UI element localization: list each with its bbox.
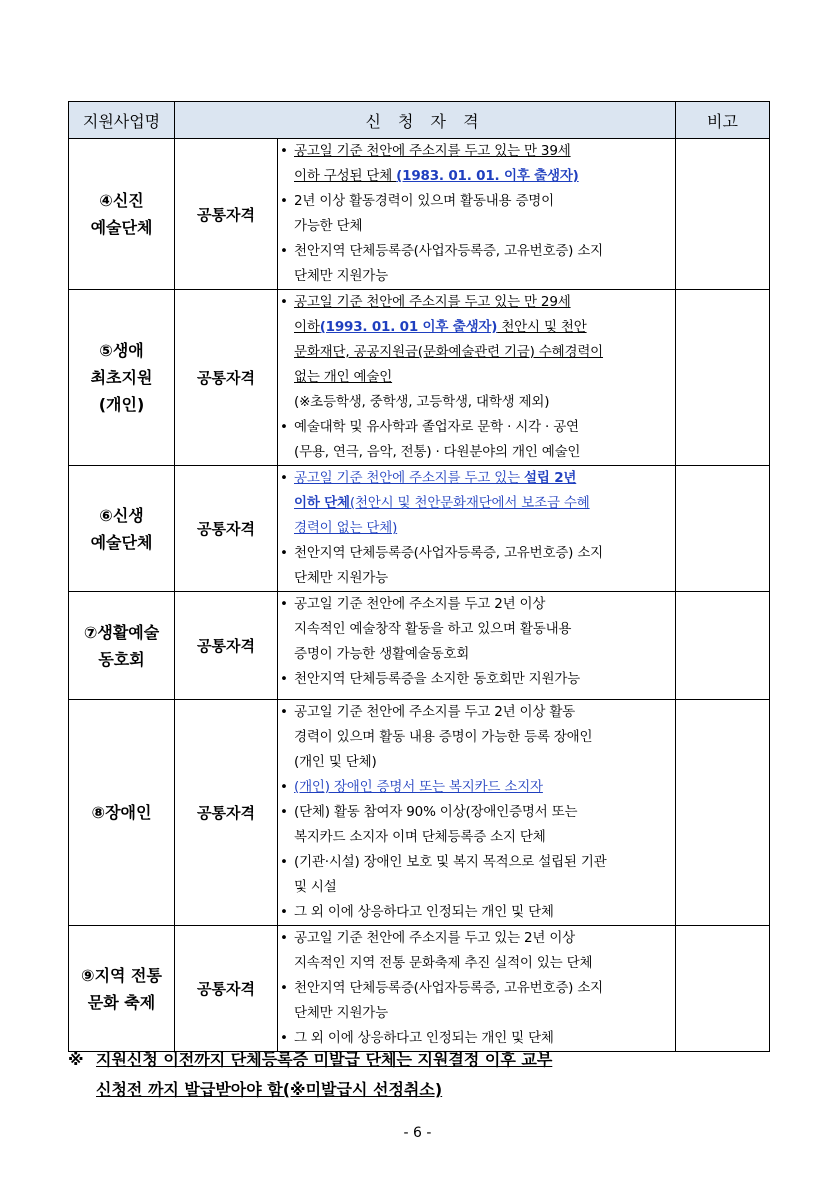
qualification-text: 단체만 지원가능 <box>294 268 388 284</box>
qualification-detail-cell <box>278 700 676 926</box>
notice-text-2: 신청전 까지 발급받아야 함(※미발급시 선정취소) <box>96 1080 443 1099</box>
program-name-line: 예술단체 <box>90 532 153 552</box>
qualification-line-continued <box>278 825 675 850</box>
qualification-text: 지속적인 예술창작 활동을 하고 있으며 활동내용 <box>294 621 572 637</box>
notice-mark: ※ <box>68 1050 84 1069</box>
qualification-text: (개인) 장애인 증명서 또는 복지카드 소지자 <box>294 779 543 795</box>
qualification-list <box>278 139 675 289</box>
qualification-bullet-item <box>278 850 675 875</box>
qualification-line-continued <box>278 642 675 667</box>
qualification-text: 그 외 이에 상응하다고 인정되는 개인 및 단체 <box>294 904 554 920</box>
qualification-type-cell: 공통자격 <box>175 466 278 592</box>
qualification-line-continued <box>278 516 675 541</box>
qualification-text: 천안지역 단체등록증(사업자등록증, 고유번호증) 소지 <box>294 545 604 561</box>
qualification-text: 공고일 기준 천안에 주소지를 두고 2년 이상 활동 <box>294 704 576 720</box>
program-name-cell <box>69 466 175 592</box>
qualification-line-continued <box>278 951 675 976</box>
qualification-text: 및 시설 <box>294 879 337 895</box>
program-name-cell <box>69 700 175 926</box>
qualification-bullet-item <box>278 189 675 214</box>
qualification-list <box>278 592 675 692</box>
qualification-line-continued <box>278 617 675 642</box>
qualification-text: 경력이 없는 단체) <box>294 520 398 536</box>
qualification-text: 단체만 지원가능 <box>294 1005 388 1021</box>
program-name-cell <box>69 592 175 700</box>
program-name-line: ④신진 <box>99 191 144 210</box>
table-row <box>69 139 770 290</box>
program-name-cell <box>69 926 175 1052</box>
header-remarks: 비고 <box>676 102 770 139</box>
qualification-list <box>278 290 675 465</box>
qualification-bullet-item <box>278 976 675 1001</box>
qualification-text: 천안지역 단체등록증(사업자등록증, 고유번호증) 소지 <box>294 980 604 996</box>
qualification-line-continued <box>278 214 675 239</box>
qualification-line-continued <box>278 566 675 591</box>
qualification-text: 공고일 기준 천안에 주소지를 두고 있는 2년 이상 <box>294 930 576 946</box>
notice-line-1 <box>68 1045 768 1075</box>
qualification-text: 지속적인 지역 전통 문화축제 추진 실적이 있는 단체 <box>294 955 593 971</box>
qualification-text: 설립 2년 <box>524 470 577 486</box>
qualification-type-cell: 공통자격 <box>175 926 278 1052</box>
qualification-bullet-item <box>278 926 675 951</box>
qualification-detail-cell <box>278 139 676 290</box>
qualification-text: 공고일 기준 천안에 주소지를 두고 있는 <box>294 470 525 486</box>
qualification-text: 이하 구성된 단체 <box>294 168 397 184</box>
qualification-bullet-item <box>278 775 675 800</box>
qualification-text: 없는 개인 예술인 <box>294 369 393 385</box>
qualification-line-continued <box>278 164 675 189</box>
remarks-cell <box>676 700 770 926</box>
qualification-type-cell: 공통자격 <box>175 700 278 926</box>
remarks-cell <box>676 139 770 290</box>
qualification-text: 천안지역 단체등록증(사업자등록증, 고유번호증) 소지 <box>294 243 604 259</box>
qualification-text: 공고일 기준 천안에 주소지를 두고 있는 만 39세 <box>294 143 571 159</box>
qualification-line-continued <box>278 390 675 415</box>
program-name-cell <box>69 139 175 290</box>
qualification-line-continued <box>278 491 675 516</box>
qualification-text: 경력이 있으며 활동 내용 증명이 가능한 등록 장애인 <box>294 729 593 745</box>
qualification-text: 천안시 및 천안 <box>497 319 587 335</box>
table-row <box>69 926 770 1052</box>
qualification-bullet-item <box>278 800 675 825</box>
qualification-bullet-item <box>278 466 675 491</box>
qualification-text: 천안지역 단체등록증을 소지한 동호회만 지원가능 <box>294 671 581 687</box>
qualification-text: 복지카드 소지자 이며 단체등록증 소지 단체 <box>294 829 546 845</box>
remarks-cell <box>676 926 770 1052</box>
qualification-type-cell: 공통자격 <box>175 139 278 290</box>
qualification-bullet-item <box>278 667 675 692</box>
qualification-text: 증명이 가능한 생활예술동호회 <box>294 646 470 662</box>
program-name-line: ⑥신생 <box>99 505 144 525</box>
qualification-bullet-item <box>278 700 675 725</box>
qualification-list <box>278 926 675 1051</box>
qualification-list <box>278 466 675 591</box>
notice-line-2 <box>68 1075 768 1105</box>
qualification-text: (무용, 연극, 음악, 전통) · 다원분야의 개인 예술인 <box>294 444 581 460</box>
qualification-text: (단체) 활동 참여자 90% 이상(장애인증명서 또는 <box>294 804 578 820</box>
qualification-line-continued <box>278 340 675 365</box>
qualification-bullet-item <box>278 592 675 617</box>
qualification-text: (기관·시설) 장애인 보호 및 복지 목적으로 설립된 기관 <box>294 854 607 870</box>
qualification-line-continued <box>278 1001 675 1026</box>
program-name-line: ⑤생애 <box>99 341 144 360</box>
qualification-type-cell: 공통자격 <box>175 592 278 700</box>
header-program-name: 지원사업명 <box>69 102 175 139</box>
qualification-text: (1983. 01. 01. 이후 출생자) <box>396 168 579 184</box>
qualification-line-continued <box>278 440 675 465</box>
qualification-bullet-item <box>278 239 675 264</box>
program-name-cell <box>69 290 175 466</box>
qualification-text: 예술대학 및 유사학과 졸업자로 문학 · 시각 · 공연 <box>294 419 579 435</box>
qualification-list <box>278 700 675 925</box>
qualification-bullet-item <box>278 900 675 925</box>
qualification-line-continued <box>278 264 675 289</box>
qualification-type-cell: 공통자격 <box>175 290 278 466</box>
qualification-line-continued <box>278 725 675 750</box>
qualification-line-continued <box>278 365 675 390</box>
table-header-row <box>69 102 770 139</box>
qualification-text: 문화재단, 공공지원금(문화예술관련 기금) 수혜경력이 <box>294 344 604 360</box>
program-name-line: 문화 축제 <box>87 992 156 1012</box>
program-name-line: ⑨지역 전통 <box>81 965 162 985</box>
qualification-text: 2년 이상 활동경력이 있으며 활동내용 증명이 <box>294 193 554 209</box>
qualification-bullet-item <box>278 139 675 164</box>
table-row <box>69 592 770 700</box>
qualification-text: 단체만 지원가능 <box>294 570 388 586</box>
qualification-detail-cell <box>278 926 676 1052</box>
table-row <box>69 700 770 926</box>
qualification-text: 가능한 단체 <box>294 218 363 234</box>
qualification-text: 공고일 기준 천안에 주소지를 두고 있는 만 29세 <box>294 294 571 310</box>
qualification-detail-cell <box>278 592 676 700</box>
qualification-detail-cell <box>278 290 676 466</box>
qualification-bullet-item <box>278 290 675 315</box>
header-qualification: 신 청 자 격 <box>175 102 676 139</box>
qualification-line-continued <box>278 750 675 775</box>
qualification-text: 그 외 이에 상응하다고 인정되는 개인 및 단체 <box>294 1030 554 1046</box>
qualification-text: (개인 및 단체) <box>294 754 377 770</box>
page-number: - 6 - <box>403 1125 432 1141</box>
table-body <box>69 139 770 1052</box>
program-name-line: (개인) <box>98 395 145 414</box>
support-program-table <box>68 101 770 1052</box>
notice-text-1: 지원신청 이전까지 단체등록증 미발급 단체는 지원결정 이후 교부 <box>96 1050 553 1069</box>
table-row <box>69 290 770 466</box>
remarks-cell <box>676 290 770 466</box>
qualification-line-continued <box>278 875 675 900</box>
qualification-text: (※초등학생, 중학생, 고등학생, 대학생 제외) <box>294 394 550 410</box>
qualification-line-continued <box>278 315 675 340</box>
qualification-text: 이하 단체 <box>294 495 350 511</box>
table-row <box>69 466 770 592</box>
qualification-text: (1993. 01. 01 이후 출생자) <box>319 319 498 335</box>
qualification-text: 공고일 기준 천안에 주소지를 두고 2년 이상 <box>294 596 546 612</box>
qualification-text: 이하 <box>294 319 320 335</box>
program-name-line: 예술단체 <box>90 218 153 237</box>
qualification-text: (천안시 및 천안문화재단에서 보조금 수혜 <box>349 495 590 511</box>
program-name-line: ⑧장애인 <box>91 803 152 822</box>
qualification-detail-cell <box>278 466 676 592</box>
remarks-cell <box>676 592 770 700</box>
qualification-bullet-item <box>278 541 675 566</box>
qualification-bullet-item <box>278 415 675 440</box>
program-name-line: ⑦생활예술 <box>83 622 160 642</box>
remarks-cell <box>676 466 770 592</box>
program-name-line: 최초지원 <box>90 368 153 387</box>
notice-block <box>68 1045 768 1105</box>
program-name-line: 동호회 <box>98 649 145 669</box>
